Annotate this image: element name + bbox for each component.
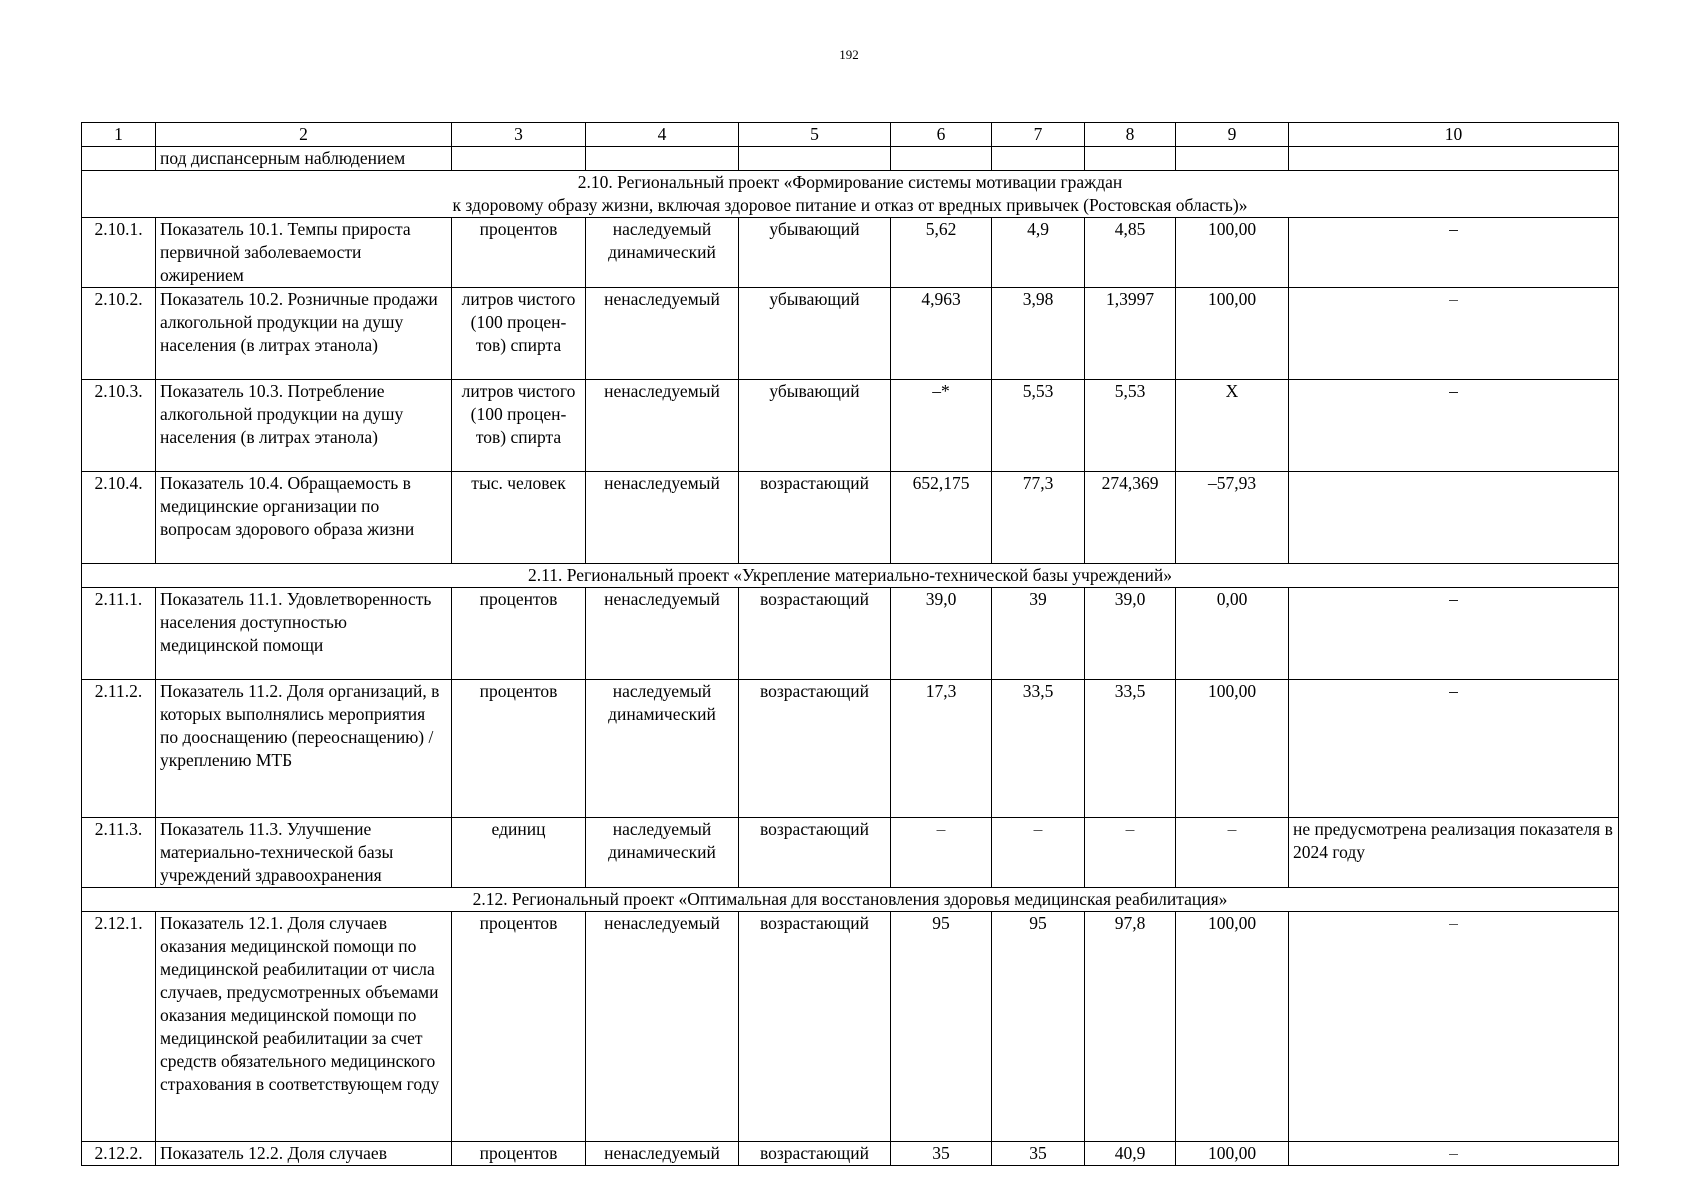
value-cell: 1,3997 — [1085, 288, 1176, 380]
value-cell: 100,00 — [1176, 680, 1289, 818]
row-number: 2.10.3. — [82, 380, 156, 472]
type-cell: ненаследуемый — [586, 588, 739, 680]
value-cell: – — [1176, 818, 1289, 888]
direction-cell: возрастающий — [739, 472, 891, 564]
row-number: 2.12.1. — [82, 912, 156, 1142]
value-cell: 33,5 — [1085, 680, 1176, 818]
value-cell: 652,175 — [891, 472, 992, 564]
type-cell: ненаследуемый — [586, 1142, 739, 1166]
section-title: 2.12. Региональный проект «Оптимальная для восстановления здоровья медицинская реабилитация» — [82, 888, 1619, 912]
column-number-header-row — [82, 123, 1619, 147]
type-cell: ненаследуемый — [586, 472, 739, 564]
indicator-name: Показатель 11.2. Доля организаций, в которых выполнялись мероприятия по дооснащению (переоснащению) / укреплению МТБ — [156, 680, 452, 818]
value-cell: 77,3 — [992, 472, 1085, 564]
value-cell: 4,9 — [992, 218, 1085, 288]
table-row — [82, 472, 1619, 564]
value-cell: 100,00 — [1176, 1142, 1289, 1166]
indicator-name: Показатель 10.3. Потребление алкогольной продукции на душу населения (в литрах этанола) — [156, 380, 452, 472]
column-number: 9 — [1176, 123, 1289, 147]
column-number: 4 — [586, 123, 739, 147]
value-cell: –57,93 — [1176, 472, 1289, 564]
direction-cell: убывающий — [739, 380, 891, 472]
value-cell: 5,62 — [891, 218, 992, 288]
direction-cell: возрастающий — [739, 1142, 891, 1166]
column-number: 6 — [891, 123, 992, 147]
note-cell: – — [1289, 912, 1619, 1142]
value-cell: 3,98 — [992, 288, 1085, 380]
value-cell: 17,3 — [891, 680, 992, 818]
direction-cell: возрастающий — [739, 680, 891, 818]
type-cell: ненаследуемый — [586, 380, 739, 472]
indicator-name: Показатель 11.1. Удовлетворенность населения доступностью медицинской помощи — [156, 588, 452, 680]
value-cell: 100,00 — [1176, 912, 1289, 1142]
value-cell: 100,00 — [1176, 288, 1289, 380]
page-number: 192 — [839, 47, 859, 62]
value-cell: – — [992, 818, 1085, 888]
unit-cell: процентов — [452, 1142, 586, 1166]
section-header-2-11 — [82, 564, 1619, 588]
unit-cell: процентов — [452, 588, 586, 680]
unit-cell: процентов — [452, 680, 586, 818]
value-cell: 5,53 — [992, 380, 1085, 472]
unit-cell: единиц — [452, 818, 586, 888]
note-cell: не предусмотрена реализация показателя в 2024 году — [1289, 818, 1619, 888]
value-cell: 4,963 — [891, 288, 992, 380]
type-cell: наследуемый динамический — [586, 818, 739, 888]
value-cell: 39 — [992, 588, 1085, 680]
note-cell: – — [1289, 680, 1619, 818]
type-cell: наследуемый динамический — [586, 680, 739, 818]
indicator-name: Показатель 12.1. Доля случаев оказания медицинской помощи по медицинской реабилитации от числа случаев, предусмотренных объемами оказания медицинской помощи по медицинской реабилитации за счет средств обязательного медицинского страхования в соответствующем году — [156, 912, 452, 1142]
section-title-line: к здоровому образу жизни, включая здоровое питание и отказ от вредных привычек (Ростовская область)» — [452, 195, 1248, 215]
value-cell: 0,00 — [1176, 588, 1289, 680]
row-number: 2.12.2. — [82, 1142, 156, 1166]
unit-cell: тыс. человек — [452, 472, 586, 564]
section-title-line: 2.10. Региональный проект «Формирование системы мотивации граждан — [577, 172, 1123, 192]
section-header-2-10 — [82, 171, 1619, 218]
column-number: 2 — [156, 123, 452, 147]
direction-cell: убывающий — [739, 288, 891, 380]
value-cell: 35 — [992, 1142, 1085, 1166]
note-cell: – — [1289, 380, 1619, 472]
section-title: 2.11. Региональный проект «Укрепление материально-технической базы учреждений» — [82, 564, 1619, 588]
direction-cell: возрастающий — [739, 818, 891, 888]
row-number: 2.10.4. — [82, 472, 156, 564]
value-cell: Х — [1176, 380, 1289, 472]
value-cell: 274,369 — [1085, 472, 1176, 564]
row-number: 2.10.2. — [82, 288, 156, 380]
note-cell: – — [1289, 1142, 1619, 1166]
table-row — [82, 288, 1619, 380]
continuation-row — [82, 147, 1619, 171]
direction-cell: возрастающий — [739, 588, 891, 680]
section-header-2-12 — [82, 888, 1619, 912]
value-cell: 39,0 — [1085, 588, 1176, 680]
row-number: 2.11.1. — [82, 588, 156, 680]
table-row — [82, 380, 1619, 472]
type-cell: ненаследуемый — [586, 912, 739, 1142]
value-cell: – — [891, 818, 992, 888]
value-cell: 33,5 — [992, 680, 1085, 818]
note-cell — [1289, 472, 1619, 564]
note-cell: – — [1289, 288, 1619, 380]
row-number: 2.10.1. — [82, 218, 156, 288]
value-cell: 4,85 — [1085, 218, 1176, 288]
unit-cell: процентов — [452, 218, 586, 288]
note-cell: – — [1289, 218, 1619, 288]
value-cell: –* — [891, 380, 992, 472]
indicator-name: Показатель 10.4. Обращаемость в медицинские организации по вопросам здорового образа жизни — [156, 472, 452, 564]
value-cell: 97,8 — [1085, 912, 1176, 1142]
direction-cell: возрастающий — [739, 912, 891, 1142]
row-number: 2.11.3. — [82, 818, 156, 888]
column-number: 5 — [739, 123, 891, 147]
note-cell: – — [1289, 588, 1619, 680]
value-cell: 95 — [992, 912, 1085, 1142]
unit-cell: процентов — [452, 912, 586, 1142]
value-cell: 100,00 — [1176, 218, 1289, 288]
value-cell: 5,53 — [1085, 380, 1176, 472]
indicators-table — [81, 122, 1619, 1166]
column-number: 3 — [452, 123, 586, 147]
table-row — [82, 218, 1619, 288]
type-cell: ненаследуемый — [586, 288, 739, 380]
unit-cell: литров чистого (100 процен-тов) спирта — [452, 380, 586, 472]
column-number: 7 — [992, 123, 1085, 147]
indicator-name: Показатель 10.2. Розничные продажи алкогольной продукции на душу населения (в литрах этанола) — [156, 288, 452, 380]
table-row — [82, 680, 1619, 818]
column-number: 1 — [82, 123, 156, 147]
indicator-name: Показатель 12.2. Доля случаев — [156, 1142, 452, 1166]
table-row — [82, 818, 1619, 888]
value-cell: 95 — [891, 912, 992, 1142]
indicator-name: Показатель 11.3. Улучшение материально-технической базы учреждений здравоохранения — [156, 818, 452, 888]
row-number: 2.11.2. — [82, 680, 156, 818]
table-row — [82, 912, 1619, 1142]
value-cell: 35 — [891, 1142, 992, 1166]
continuation-text: под диспансерным наблюдением — [156, 147, 452, 171]
value-cell: 40,9 — [1085, 1142, 1176, 1166]
direction-cell: убывающий — [739, 218, 891, 288]
value-cell: – — [1085, 818, 1176, 888]
unit-cell: литров чистого (100 процен-тов) спирта — [452, 288, 586, 380]
indicator-name: Показатель 10.1. Темпы прироста первичной заболеваемости ожирением — [156, 218, 452, 288]
value-cell: 39,0 — [891, 588, 992, 680]
column-number: 8 — [1085, 123, 1176, 147]
table-row — [82, 1142, 1619, 1166]
column-number: 10 — [1289, 123, 1619, 147]
type-cell: наследуемый динамический — [586, 218, 739, 288]
table-row — [82, 588, 1619, 680]
